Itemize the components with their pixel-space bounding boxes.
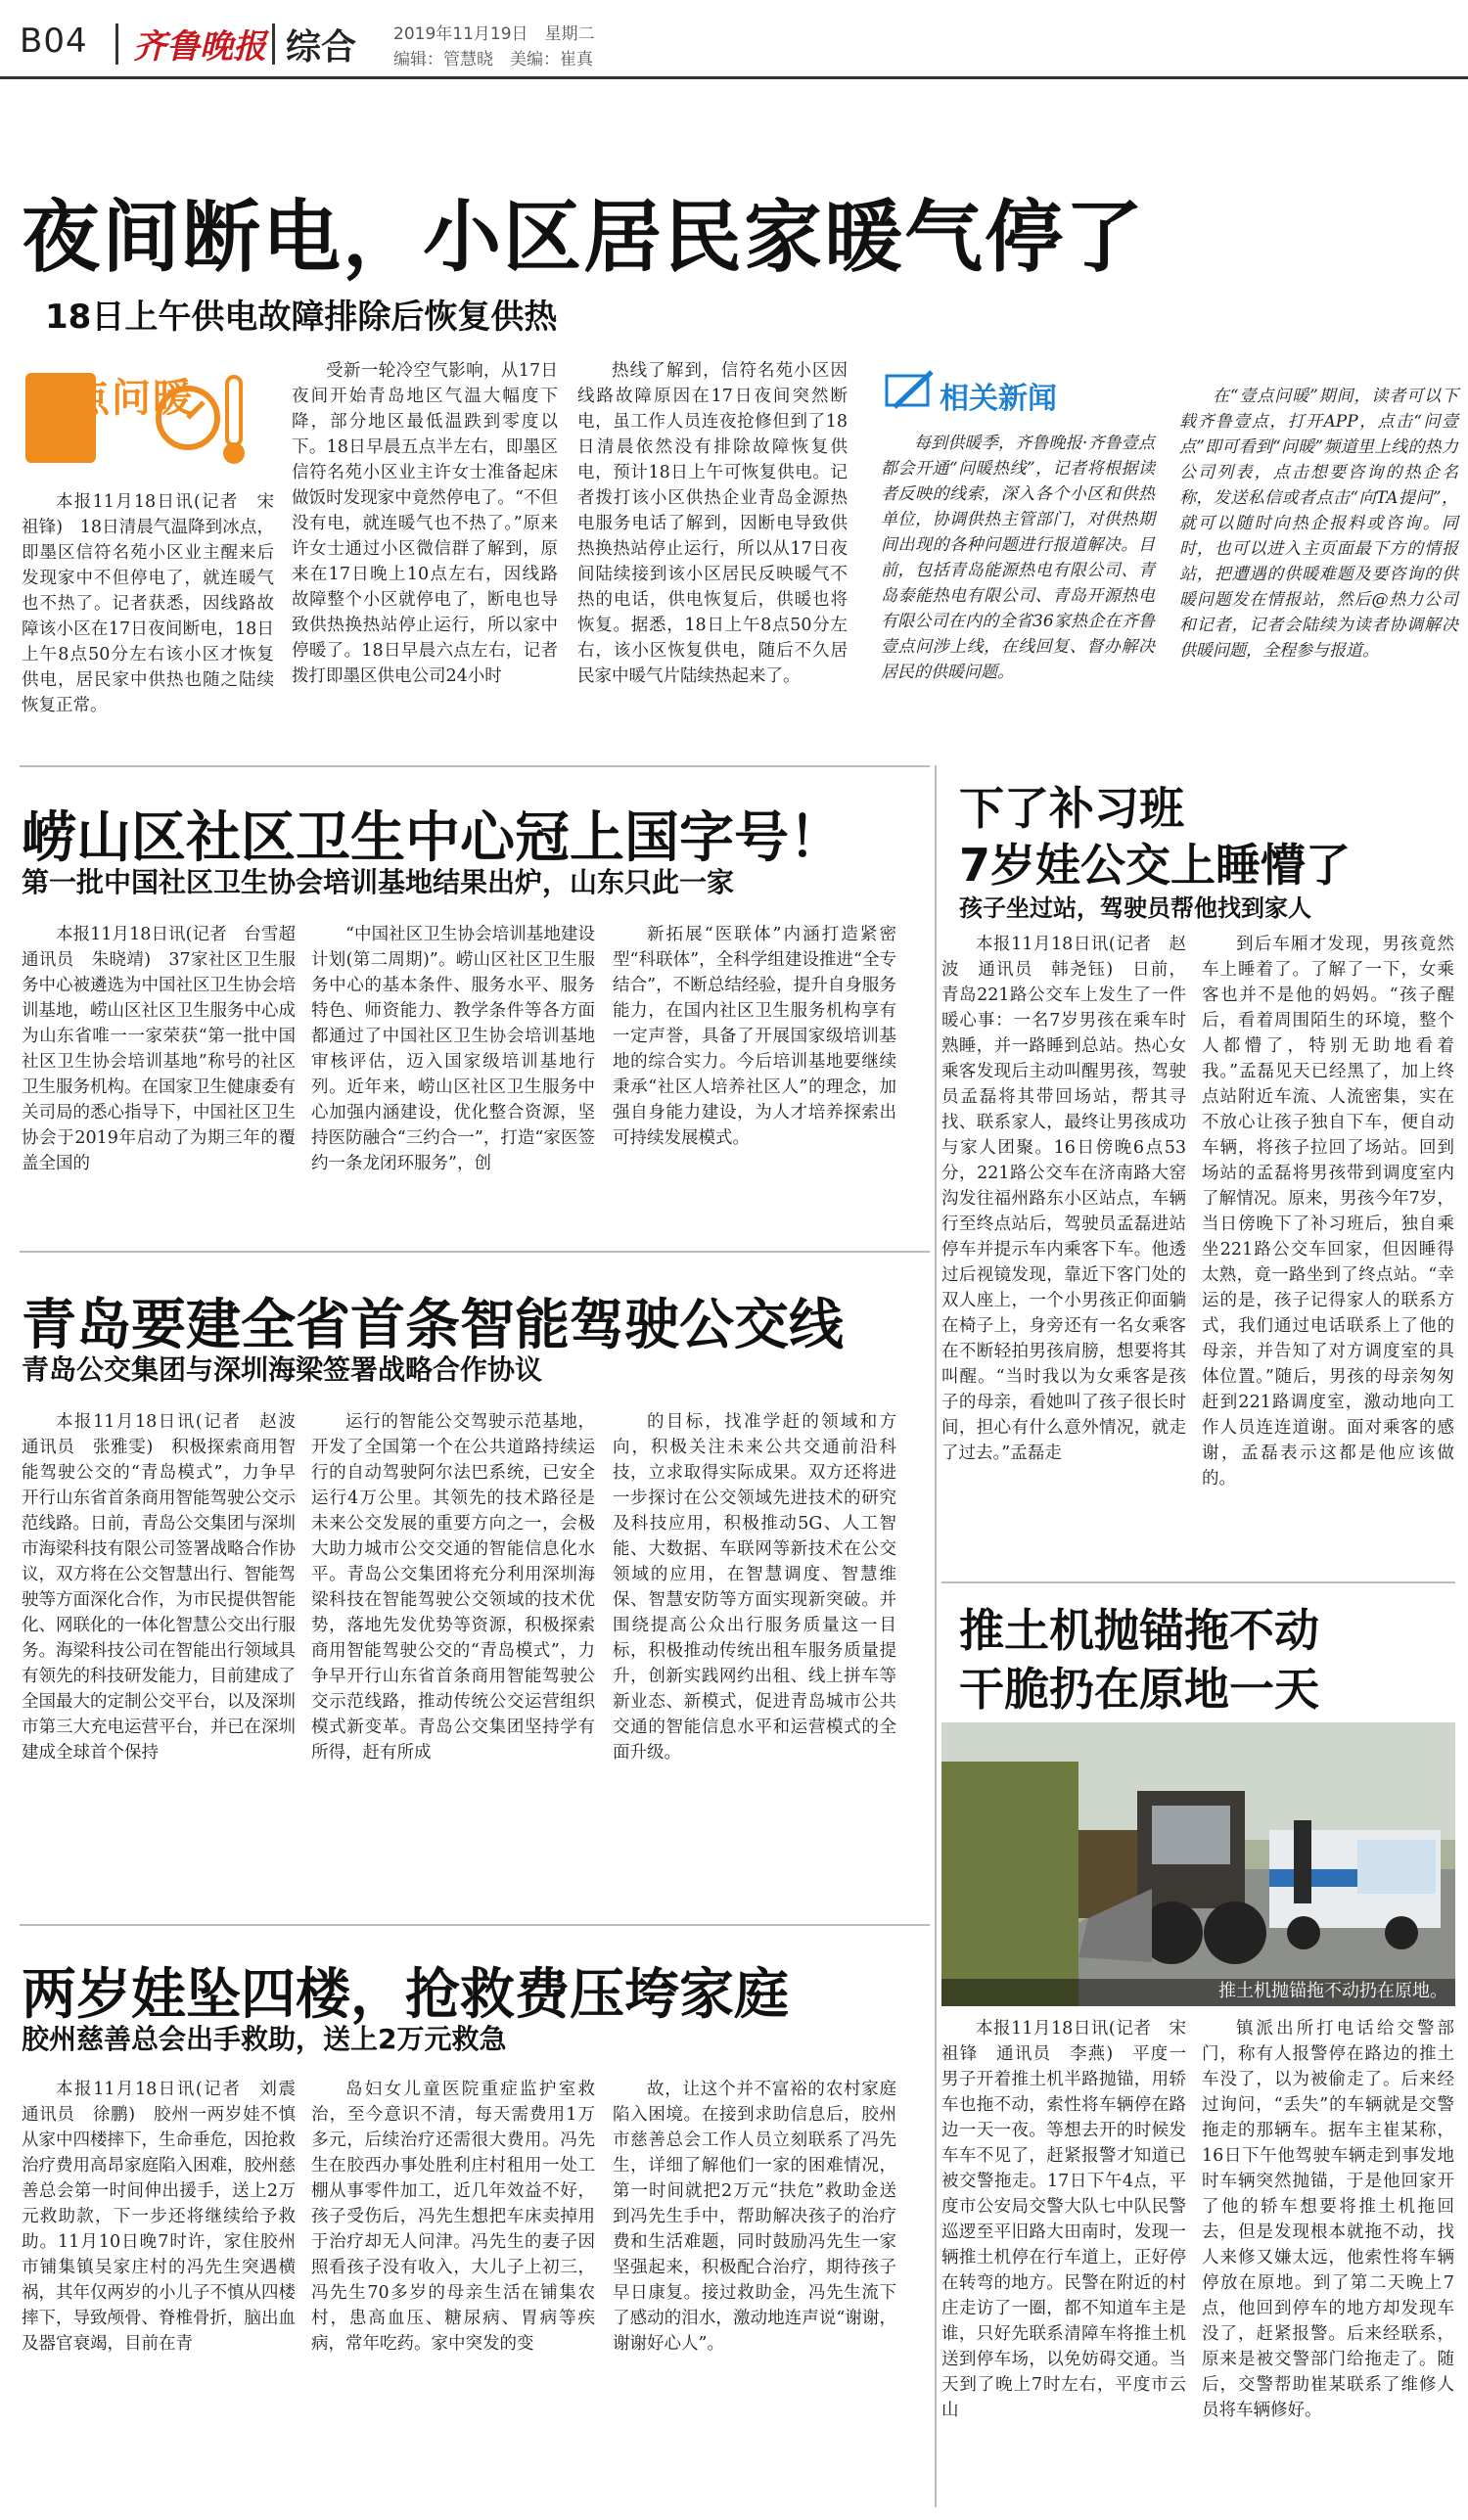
related-news-label <box>881 368 1096 417</box>
bulldozer-photo <box>941 1722 1455 2006</box>
story1-column-1: 本报11月18日讯(记者 宋祖锋) 18日清晨气温降到冰点，即墨区信符名苑小区业主醒来后发现家中不但停电了，就连暖气也不热了。记者获悉，因线路故障该小区在17日夜间断电，18日上午8点50分左右该小区才恢复供电，居民家中供热也随之陆续恢复正常。 <box>22 492 274 715</box>
story2-column-1: 本报11月18日讯(记者 台雪超 通讯员 朱晓靖) 37家社区卫生服务中心被遴选为中国社区卫生协会培训基地，崂山区社区卫生服务中心成为山东省唯一一家荣获“第一批中国社区卫生协会培训基地”称号的社区卫生服务机构。在国家卫生健康委有关司局的悉心指导下，中国社区卫生协会于2019年启动了为期三年的覆盖全国的 <box>22 925 313 1173</box>
wennuan-logo <box>22 367 266 470</box>
story1-column-3: 热线了解到，信符名苑小区因线路故障原因在17日夜间突然断电，虽工作人员连夜抢修但到了18日清晨依然没有排除故障恢复供电，预计18日上午可恢复供电。记者拨打该小区供热企业青岛金源热电服务电话了解到，因断电导致供热换热站停止运行，所以从17日夜间陆续接到该小区居民反映暖气不热的电话，供电恢复后，供暖也将恢复。据悉，18日上午8点50分左右，该小区恢复供电，随后不久居民家中暖气片陆续热起来了。 <box>577 361 848 686</box>
story6-column-1: 本报11月18日讯(记者 宋祖锋 通讯员 李燕) 平度一男子开着推土机半路抛锚，用轿车也拖不动，索性将车辆停在路边一天一夜。等想去开的时候发车车不见了，赶紧报警才知道已被交警拖走。17日下午4点，平度市公安局交警大队七中队民警巡逻至平旧路大田南时，发现一辆推土机停在行车道上，正好停在转弯的地方。民警在附近的村庄走访了一圈，都不知道车主是谁，只好先联系清障车将推土机送到停车场，以免妨碍交通。当天到了晚上7时左右，平度市云山 <box>941 2019 1186 2420</box>
story2-subhead: 第一批中国社区卫生协会培训基地结果出炉，山东只此一家 <box>22 866 735 898</box>
wennuan-logo-text: 壹点问暖 <box>29 376 194 421</box>
story3-subhead: 青岛公交集团与深圳海梁签署战略合作协议 <box>22 1353 543 1386</box>
story4-column-2: 岛妇女儿童医院重症监护室救治，至今意识不清，每天需费用1万多元，后续治疗还需很大费用。冯先生在胶西办事处胜利庄村租用一处工棚从事零件加工，近几年效益不好，孩子受伤后，冯先生想把车床卖掉用于治疗却无人问津。冯先生的妻子因照看孩子没有收入，大儿子上初三，冯先生70多岁的母亲生活在铺集农村，患高血压、糖尿病、胃病等疾病，常年吃药。家中突发的变 <box>311 2080 595 2354</box>
section-divider <box>20 1924 930 1926</box>
story5-subhead: 孩子坐过站，驾驶员帮他找到家人 <box>959 894 1311 922</box>
masthead-rule <box>0 76 1468 79</box>
masthead-divider <box>272 23 275 65</box>
story5-column-1: 本报11月18日讯(记者 赵波 通讯员 韩尧钰) 日前，青岛221路公交车上发生了一件暖心事：一名7岁男孩在乘车时熟睡，并一路睡到总站。热心女乘客发现后主动叫醒男孩，驾驶员孟磊将其带回场站，帮其寻找、联系家人，最终让男孩成功与家人团聚。16日傍晚6点53分，221路公交车在济南路大窑沟发往福州路东小区站点，车辆行至终点站后，驾驶员孟磊进站停车并提示车内乘客下车。他透过后视镜发现，靠近下客门处的双人座上，一个小男孩正仰面躺在椅子上，身旁还有一名女乘客在不断轻拍男孩肩膀，想要将其叫醒。“当时我以为女乘客是孩子的母亲，看她叫了孩子很长时间，担心有什么意外情况，就走了过去。”孟磊走 <box>941 935 1186 1463</box>
masthead-divider <box>115 23 118 65</box>
story2-column-3: 新拓展“医联体”内涵打造紧密型“科联体”，全科学组建设推进“全专结合”，不断总结经验，提升自身服务能力，在国内社区卫生服务机构享有一定声誉，具备了开展国家级培训基地的综合实力。今后培训基地要继续秉承“社区人培养社区人”的理念，加强自身能力建设，为人才培养探索出可持续发展模式。 <box>613 925 896 1148</box>
column-divider <box>935 765 937 2507</box>
related-news-column-1: 每到供暖季，齐鲁晚报·齐鲁壹点都会开通“问暖热线”，记者将根据读者反映的线索，深入各个小区和供热单位，协调供热主管部门，对供热期间出现的各种问题进行报道解决。目前，包括青岛能源热电有限公司、青岛泰能热电有限公司、青岛开源热电有限公司在内的全省36家热企在齐鲁壹点问涉上线，在线回复、督办解决居民的供暖问题。 <box>881 434 1155 682</box>
story3-headline: 青岛要建全省首条智能驾驶公交线 <box>22 1294 844 1357</box>
story6-headline-line2: 干脆扔在原地一天 <box>959 1663 1319 1716</box>
newspaper-logo: 齐鲁晚报 <box>133 27 266 67</box>
section-divider <box>20 1251 930 1253</box>
story3-column-3: 的目标，找准学赶的领域和方向，积极关注未来公共交通前沿科技，立求取得实际成果。双方还将进一步探讨在公交领域先进技术的研究及科技应用，积极推动5G、人工智能、大数据、车联网等新技术在公交领域的应用，在智慧调度、智慧维保、智慧安防等方面实现新突破。并围绕提高公众出行服务质量这一目标，积极推动传统出租车服务质量提升，创新实践网约出租、线上拼车等新业态、新模式，促进青岛城市公共交通的智能信息水平和运营模式的全面升级。 <box>613 1412 896 1763</box>
issue-date: 2019年11月19日 星期二 <box>393 24 595 44</box>
editor-credits: 编辑：管慧晓 美编：崔真 <box>393 50 593 69</box>
section-divider <box>20 765 930 767</box>
story4-headline: 两岁娃坠四楼，抢救费压垮家庭 <box>22 1963 789 2027</box>
related-news-column-2: 在“壹点问暖”期间，读者可以下载齐鲁壹点，打开APP，点击“问壹点”即可看到“问暖”频道里上线的热力公司列表，点击想要咨询的热企名称，发送私信或者点击“向TA提问”，就可以随时向热企报料或咨询。同时，也可以进入主页面最下方的情报站，把遭遇的供暖难题及要咨询的供暖问题发在情报站，然后@热力公司和记者，记者会陆续为读者协调解决供暖问题，全程参与报道。 <box>1179 387 1458 661</box>
photo-caption: 推土机抛锚拖不动扔在原地。 <box>1218 1981 1447 2001</box>
story3-column-1: 本报11月18日讯(记者 赵波 通讯员 张雅雯) 积极探索商用智能驾驶公交的“青岛模式”，力争早开行山东省首条商用智能驾驶公交示范线路。日前，青岛公交集团与深圳市海梁科技有限公司签署战略合作协议，双方将在公交智慧出行、智能驾驶等方面深化合作，为市民提供智能化、网联化的一体化智慧公交出行服务。海梁科技公司在智能出行领域具有领先的科技研发能力，目前建成了全国最大的定制公交平台，以及深圳市第三大充电运营平台，并已在深圳建成全球首个保持 <box>22 1412 313 1763</box>
story6-column-2: 镇派出所打电话给交警部门，称有人报警停在路边的推土车没了，以为被偷走了。后来经过询问，“丢失”的车辆就是交警拖走的那辆车。据车主崔某称，16日下午他驾驶车辆走到事发地时车辆突然抛锚，于是他回家开了他的轿车想要将推土机拖回去，但是发现根本就拖不动，找人来修又嫌太远，他索性将车辆停放在原地。到了第二天晚上7点，他回到停车的地方却发现车没了，赶紧报警。后来经联系，原来是被交警部门给拖走了。随后，交警帮助崔某联系了维修人员将车辆修好。 <box>1202 2019 1454 2420</box>
story5-headline-line2: 7岁娃公交上睡懵了 <box>959 839 1352 892</box>
story2-headline: 崂山区社区卫生中心冠上国字号！ <box>22 806 844 870</box>
story5-column-2: 到后车厢才发现，男孩竟然车上睡着了。了解了一下，女乘客也并不是他的妈妈。“孩子醒后，看着周围陌生的环境，整个人都懵了，特别无助地看着我。”孟磊见天已经黑了，加上终点站附近车流、人流密集，实在不放心让孩子独自下车，便自动车辆，将孩子拉回了场站。回到场站的孟磊将男孩带到调度室内了解情况。原来，男孩今年7岁，当日傍晚下了补习班后，独自乘坐221路公交车回家，但因睡得太熟，竟一路坐到了终点站。“幸运的是，孩子记得家人的联系方式，我们通过电话联系上了他的母亲，并告知了对方调度室的具体位置。”随后，男孩的母亲匆匆赶到221路调度室，激动地向工作人员连连道谢。面对乘客的感谢，孟磊表示这都是他应该做的。 <box>1202 935 1454 1489</box>
masthead <box>0 0 1468 74</box>
story4-subhead: 胶州慈善总会出手救助，送上2万元救急 <box>22 2023 507 2055</box>
section-title: 综合 <box>286 27 357 68</box>
story1-column-2: 受新一轮冷空气影响，从17日夜间开始青岛地区气温大幅度下降，部分地区最低温跌到零度以下。18日早晨五点半左右，即墨区信符名苑小区业主许女士准备起床做饭时发现家中竟然停电了。“不但没有电，就连暖气也不热了。”原来许女士通过小区微信群了解到，原来在17日晚上10点左右，因线路故障整个小区就停电了，断电也导致供热换热站停止运行，所以家中停暖了。18日早晨六点左右，记者拨打即墨区供电公司24小时 <box>292 361 558 686</box>
section-divider <box>941 1581 1455 1583</box>
story1-headline: 夜间断电，小区居民家暖气停了 <box>22 192 1145 283</box>
story4-column-1: 本报11月18日讯(记者 刘震 通讯员 徐鹏) 胶州一两岁娃不慎从家中四楼摔下，生命垂危，因抢救治疗费用高昂家庭陷入困难，胶州慈善总会第一时间伸出援手，送上2万元救助款，下一步还将继续给予救助。11月10日晚7时许，家住胶州市铺集镇吴家庄村的冯先生突遇横祸，其年仅两岁的小儿子不慎从四楼摔下，导致颅骨、脊椎骨折，脑出血及器官衰竭，目前在青 <box>22 2080 313 2354</box>
pencil-icon <box>881 368 940 417</box>
bulldozer-image <box>941 1722 1455 2006</box>
page-number: B04 <box>20 22 88 61</box>
story3-column-2: 运行的智能公交驾驶示范基地，开发了全国第一个在公共道路持续运行的自动驾驶阿尔法巴系统，已安全运行4万公里。其领先的技术路径是未来公交发展的重要方向之一，会极大助力城市公交交通的智能信息化水平。青岛公交集团将充分利用深圳海梁科技在智能驾驶公交领域的技术优势，落地先发优势等资源，积极探索商用智能驾驶公交的“青岛模式”，力争早开行山东省首条商用智能驾驶公交示范线路，推动传统公交运营组织模式新变革。青岛公交集团坚持学有所得，赶有所成 <box>311 1412 595 1763</box>
story4-column-3: 故，让这个并不富裕的农村家庭陷入困境。在接到求助信息后，胶州市慈善总会工作人员立刻联系了冯先生，详细了解他们一家的困难情况，第一时间就把2万元“扶危”救助金送到冯先生手中，帮助解决孩子的治疗费和生活难题，同时鼓励冯先生一家坚强起来，积极配合治疗，期待孩子早日康复。接过救助金，冯先生流下了感动的泪水，激动地连声说“谢谢，谢谢好心人”。 <box>613 2080 896 2354</box>
story2-column-2: “中国社区卫生协会培训基地建设计划(第二周期)”。崂山区社区卫生服务中心的基本条件、服务水平、服务特色、师资能力、教学条件等各方面都通过了中国社区卫生协会培训基地审核评估，迈入国家级培训基地行列。近年来，崂山区社区卫生服务中心加强内涵建设，优化整合资源，坚持医防融合“三约合一”，打造“家医签约一条龙闭环服务”，创 <box>311 925 595 1173</box>
story6-headline-line1: 推土机抛锚拖不动 <box>959 1604 1319 1657</box>
related-news-title: 相关新闻 <box>940 382 1057 416</box>
story5-headline-line1: 下了补习班 <box>959 782 1184 835</box>
story1-subhead: 18日上午供电故障排除后恢复供热 <box>45 298 558 337</box>
